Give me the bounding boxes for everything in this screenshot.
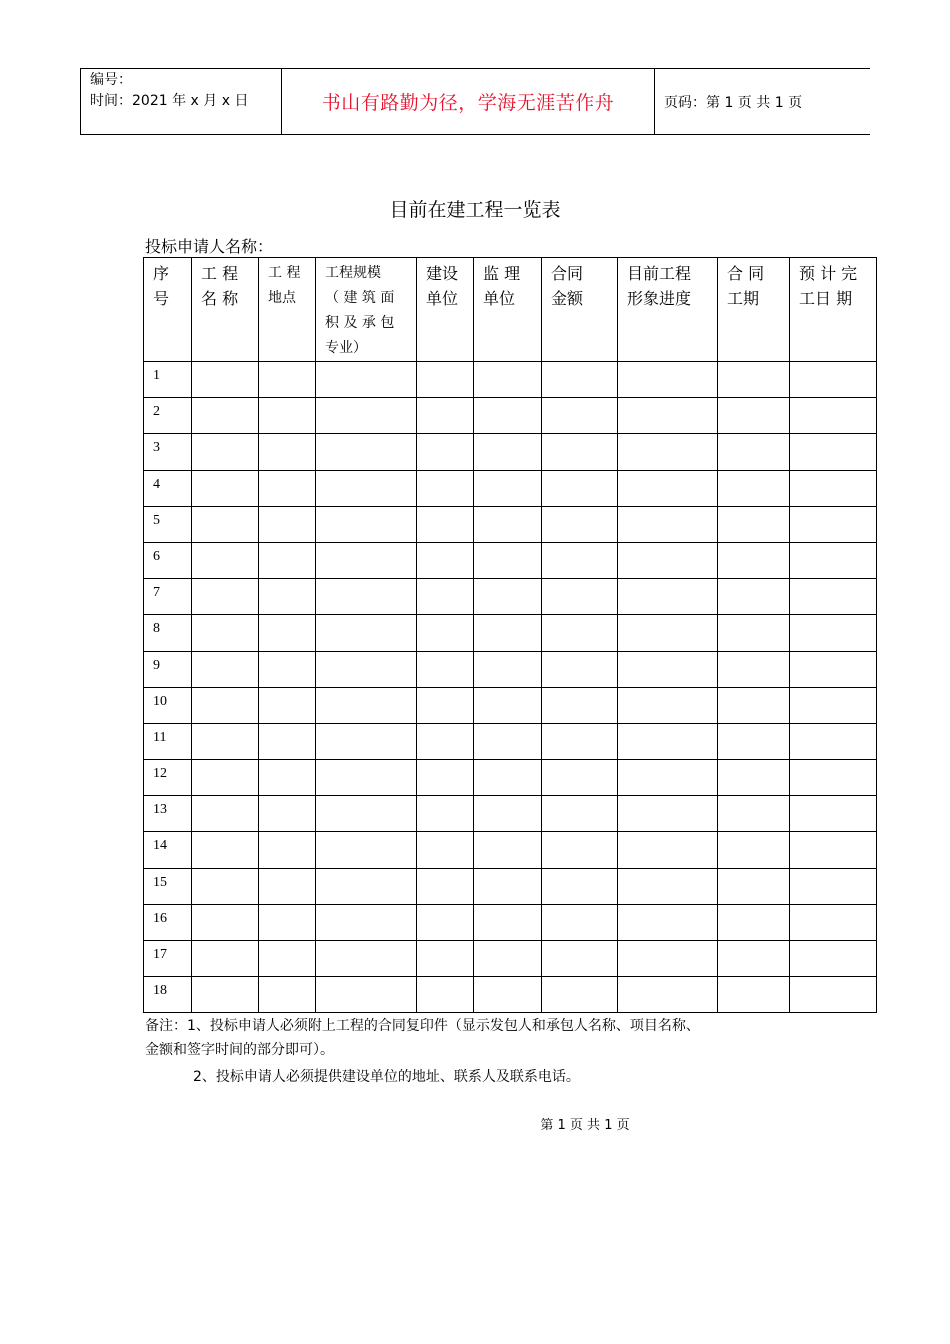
table-cell xyxy=(316,723,417,759)
table-cell xyxy=(790,434,877,470)
row-number: 5 xyxy=(144,506,192,542)
table-cell xyxy=(618,941,718,977)
table-cell xyxy=(259,506,316,542)
table-cell xyxy=(790,832,877,868)
table-cell xyxy=(718,506,790,542)
row-number: 4 xyxy=(144,470,192,506)
table-cell xyxy=(192,542,259,578)
table-cell xyxy=(259,579,316,615)
table-cell xyxy=(542,687,618,723)
table-cell xyxy=(192,832,259,868)
table-cell xyxy=(718,470,790,506)
table-cell xyxy=(417,832,474,868)
table-cell xyxy=(474,868,542,904)
row-number: 1 xyxy=(144,362,192,398)
table-cell xyxy=(790,723,877,759)
table-cell xyxy=(417,796,474,832)
col-header-location: 工 程 地点 xyxy=(259,258,316,362)
table-cell xyxy=(790,615,877,651)
header-divider xyxy=(80,68,81,135)
col-header-builder: 建设 单位 xyxy=(417,258,474,362)
table-cell xyxy=(259,868,316,904)
table-cell xyxy=(542,651,618,687)
table-cell xyxy=(417,398,474,434)
table-cell xyxy=(316,542,417,578)
row-number: 6 xyxy=(144,542,192,578)
table-cell xyxy=(192,434,259,470)
table-cell xyxy=(474,579,542,615)
table-cell xyxy=(542,362,618,398)
row-number: 7 xyxy=(144,579,192,615)
row-number: 12 xyxy=(144,760,192,796)
remark-line: 金额和签字时间的部分即可）。 xyxy=(145,1042,334,1058)
table-cell xyxy=(259,760,316,796)
table-cell xyxy=(316,362,417,398)
table-cell xyxy=(474,362,542,398)
col-header-seq: 序 号 xyxy=(144,258,192,362)
table-row xyxy=(144,760,877,796)
table-cell xyxy=(618,723,718,759)
table-cell xyxy=(474,723,542,759)
table-cell xyxy=(259,434,316,470)
row-number: 18 xyxy=(144,977,192,1013)
table-cell xyxy=(474,941,542,977)
page-title: 目前在建工程一览表 xyxy=(389,199,561,221)
table-cell xyxy=(316,832,417,868)
table-cell xyxy=(192,579,259,615)
table-cell xyxy=(718,687,790,723)
table-cell xyxy=(259,362,316,398)
table-cell xyxy=(474,542,542,578)
table-cell xyxy=(417,542,474,578)
table-cell xyxy=(718,868,790,904)
table-cell xyxy=(618,362,718,398)
table-cell xyxy=(790,868,877,904)
row-number: 14 xyxy=(144,832,192,868)
row-number: 15 xyxy=(144,868,192,904)
table-cell xyxy=(417,904,474,940)
table-cell xyxy=(718,796,790,832)
table-cell xyxy=(474,904,542,940)
table-cell xyxy=(192,977,259,1013)
row-number: 8 xyxy=(144,615,192,651)
table-cell xyxy=(790,796,877,832)
col-header-finish-date: 预 计 完 工日 期 xyxy=(790,258,877,362)
table-cell xyxy=(542,796,618,832)
table-cell xyxy=(417,506,474,542)
table-cell xyxy=(417,977,474,1013)
row-number: 11 xyxy=(144,723,192,759)
table-cell xyxy=(259,941,316,977)
table-cell xyxy=(417,651,474,687)
header-page-info: 页码：第 1 页 共 1 页 xyxy=(664,95,803,111)
table-cell xyxy=(417,434,474,470)
header-motto: 书山有路勤为径，学海无涯苦作舟 xyxy=(321,92,615,114)
serial-label: 编号： xyxy=(90,72,132,88)
table-cell xyxy=(417,687,474,723)
table-cell xyxy=(618,434,718,470)
table-row xyxy=(144,723,877,759)
table-cell xyxy=(790,542,877,578)
row-number: 17 xyxy=(144,941,192,977)
table-cell xyxy=(542,977,618,1013)
table-row xyxy=(144,542,877,578)
table-cell xyxy=(542,723,618,759)
table-cell xyxy=(618,470,718,506)
table-cell xyxy=(542,832,618,868)
col-header-supervisor: 监 理 单位 xyxy=(474,258,542,362)
table-cell xyxy=(474,615,542,651)
table-cell xyxy=(316,760,417,796)
table-cell xyxy=(542,470,618,506)
table-cell xyxy=(542,615,618,651)
table-cell xyxy=(259,832,316,868)
table-row xyxy=(144,687,877,723)
table-cell xyxy=(790,579,877,615)
time-label: 时间：2021 年 x 月 x 日 xyxy=(90,93,249,109)
table-cell xyxy=(790,506,877,542)
table-cell xyxy=(259,470,316,506)
table-cell xyxy=(618,398,718,434)
table-cell xyxy=(192,941,259,977)
table-cell xyxy=(417,579,474,615)
table-cell xyxy=(259,904,316,940)
remarks xyxy=(145,1014,825,1062)
table-cell xyxy=(718,941,790,977)
table-cell xyxy=(542,760,618,796)
table-cell xyxy=(316,904,417,940)
table-cell xyxy=(542,579,618,615)
col-header-project-name: 工 程 名 称 xyxy=(192,258,259,362)
document-header xyxy=(80,68,870,135)
table-cell xyxy=(316,470,417,506)
table-cell xyxy=(417,868,474,904)
row-number: 9 xyxy=(144,651,192,687)
table-row xyxy=(144,434,877,470)
table-cell xyxy=(417,362,474,398)
table-cell xyxy=(542,506,618,542)
table-cell xyxy=(474,470,542,506)
table-cell xyxy=(474,398,542,434)
projects-table xyxy=(143,257,877,1013)
table-cell xyxy=(790,760,877,796)
table-cell xyxy=(316,398,417,434)
table-cell xyxy=(192,868,259,904)
table-cell xyxy=(192,760,259,796)
table-cell xyxy=(192,723,259,759)
table-cell xyxy=(542,941,618,977)
table-cell xyxy=(542,868,618,904)
table-cell xyxy=(192,615,259,651)
table-cell xyxy=(542,398,618,434)
table-cell xyxy=(259,723,316,759)
header-divider xyxy=(654,68,655,135)
table-cell xyxy=(192,687,259,723)
table-cell xyxy=(718,651,790,687)
table-row xyxy=(144,832,877,868)
table-cell xyxy=(790,470,877,506)
table-cell xyxy=(618,760,718,796)
table-cell xyxy=(718,904,790,940)
table-cell xyxy=(618,796,718,832)
table-cell xyxy=(718,398,790,434)
table-cell xyxy=(790,362,877,398)
table-cell xyxy=(192,506,259,542)
col-header-period: 合 同 工期 xyxy=(718,258,790,362)
header-meta xyxy=(90,70,248,112)
remark-line: 备注：1、投标申请人必须附上工程的合同复印件（显示发包人和承包人名称、项目名称、 xyxy=(145,1018,700,1034)
table-row xyxy=(144,615,877,651)
table-cell xyxy=(474,651,542,687)
table-cell xyxy=(259,615,316,651)
col-header-amount: 合同 金额 xyxy=(542,258,618,362)
table-row xyxy=(144,398,877,434)
table-cell xyxy=(790,977,877,1013)
table-cell xyxy=(474,796,542,832)
table-cell xyxy=(618,977,718,1013)
table-cell xyxy=(474,760,542,796)
table-cell xyxy=(192,362,259,398)
table-cell xyxy=(474,977,542,1013)
table-cell xyxy=(542,542,618,578)
table-cell xyxy=(417,723,474,759)
table-cell xyxy=(618,904,718,940)
table-cell xyxy=(259,977,316,1013)
table-row xyxy=(144,941,877,977)
table-cell xyxy=(718,362,790,398)
table-cell xyxy=(192,904,259,940)
table-cell xyxy=(316,796,417,832)
table-cell xyxy=(259,687,316,723)
row-number: 10 xyxy=(144,687,192,723)
table-row xyxy=(144,904,877,940)
table-cell xyxy=(618,687,718,723)
applicant-label: 投标申请人名称： xyxy=(145,237,274,256)
table-row xyxy=(144,470,877,506)
table-cell xyxy=(417,470,474,506)
table-cell xyxy=(316,615,417,651)
table-cell xyxy=(474,687,542,723)
table-cell xyxy=(316,579,417,615)
col-header-scale: 工程规模 （ 建 筑 面 积 及 承 包 专业） xyxy=(316,258,417,362)
row-number: 13 xyxy=(144,796,192,832)
table-cell xyxy=(790,904,877,940)
table-cell xyxy=(259,542,316,578)
table-row xyxy=(144,651,877,687)
table-cell xyxy=(192,470,259,506)
table-cell xyxy=(618,651,718,687)
table-cell xyxy=(790,398,877,434)
table-cell xyxy=(259,796,316,832)
table-cell xyxy=(618,615,718,651)
table-row xyxy=(144,977,877,1013)
table-cell xyxy=(618,579,718,615)
table-cell xyxy=(417,615,474,651)
table-cell xyxy=(718,579,790,615)
table-cell xyxy=(417,941,474,977)
table-cell xyxy=(316,977,417,1013)
table-cell xyxy=(790,651,877,687)
table-cell xyxy=(618,868,718,904)
table-row xyxy=(144,579,877,615)
table-row xyxy=(144,868,877,904)
table-cell xyxy=(192,651,259,687)
table-header-row xyxy=(144,258,877,362)
table-cell xyxy=(474,832,542,868)
remark-line: 2、投标申请人必须提供建设单位的地址、联系人及联系电话。 xyxy=(193,1069,580,1085)
table-cell xyxy=(417,760,474,796)
table-cell xyxy=(316,651,417,687)
table-row xyxy=(144,796,877,832)
table-cell xyxy=(542,904,618,940)
table-cell xyxy=(316,687,417,723)
table-cell xyxy=(474,506,542,542)
table-cell xyxy=(316,506,417,542)
row-number: 3 xyxy=(144,434,192,470)
table-cell xyxy=(618,542,718,578)
table-row xyxy=(144,506,877,542)
row-number: 2 xyxy=(144,398,192,434)
table-cell xyxy=(618,506,718,542)
table-cell xyxy=(718,977,790,1013)
table-cell xyxy=(618,832,718,868)
table-cell xyxy=(718,760,790,796)
page-footer: 第 1 页 共 1 页 xyxy=(540,1118,630,1133)
header-bottom-rule xyxy=(80,134,870,135)
table-row xyxy=(144,362,877,398)
table-cell xyxy=(192,398,259,434)
col-header-progress: 目前工程 形象进度 xyxy=(618,258,718,362)
table-cell xyxy=(718,832,790,868)
table-cell xyxy=(316,434,417,470)
table-cell xyxy=(718,723,790,759)
table-cell xyxy=(316,941,417,977)
table-cell xyxy=(316,868,417,904)
row-number: 16 xyxy=(144,904,192,940)
table-cell xyxy=(192,796,259,832)
table-cell xyxy=(259,651,316,687)
table-cell xyxy=(542,434,618,470)
table-cell xyxy=(259,398,316,434)
table-cell xyxy=(790,687,877,723)
table-cell xyxy=(790,941,877,977)
header-top-rule xyxy=(80,68,870,69)
table-cell xyxy=(718,615,790,651)
table-cell xyxy=(474,434,542,470)
table-cell xyxy=(718,434,790,470)
table-cell xyxy=(718,542,790,578)
